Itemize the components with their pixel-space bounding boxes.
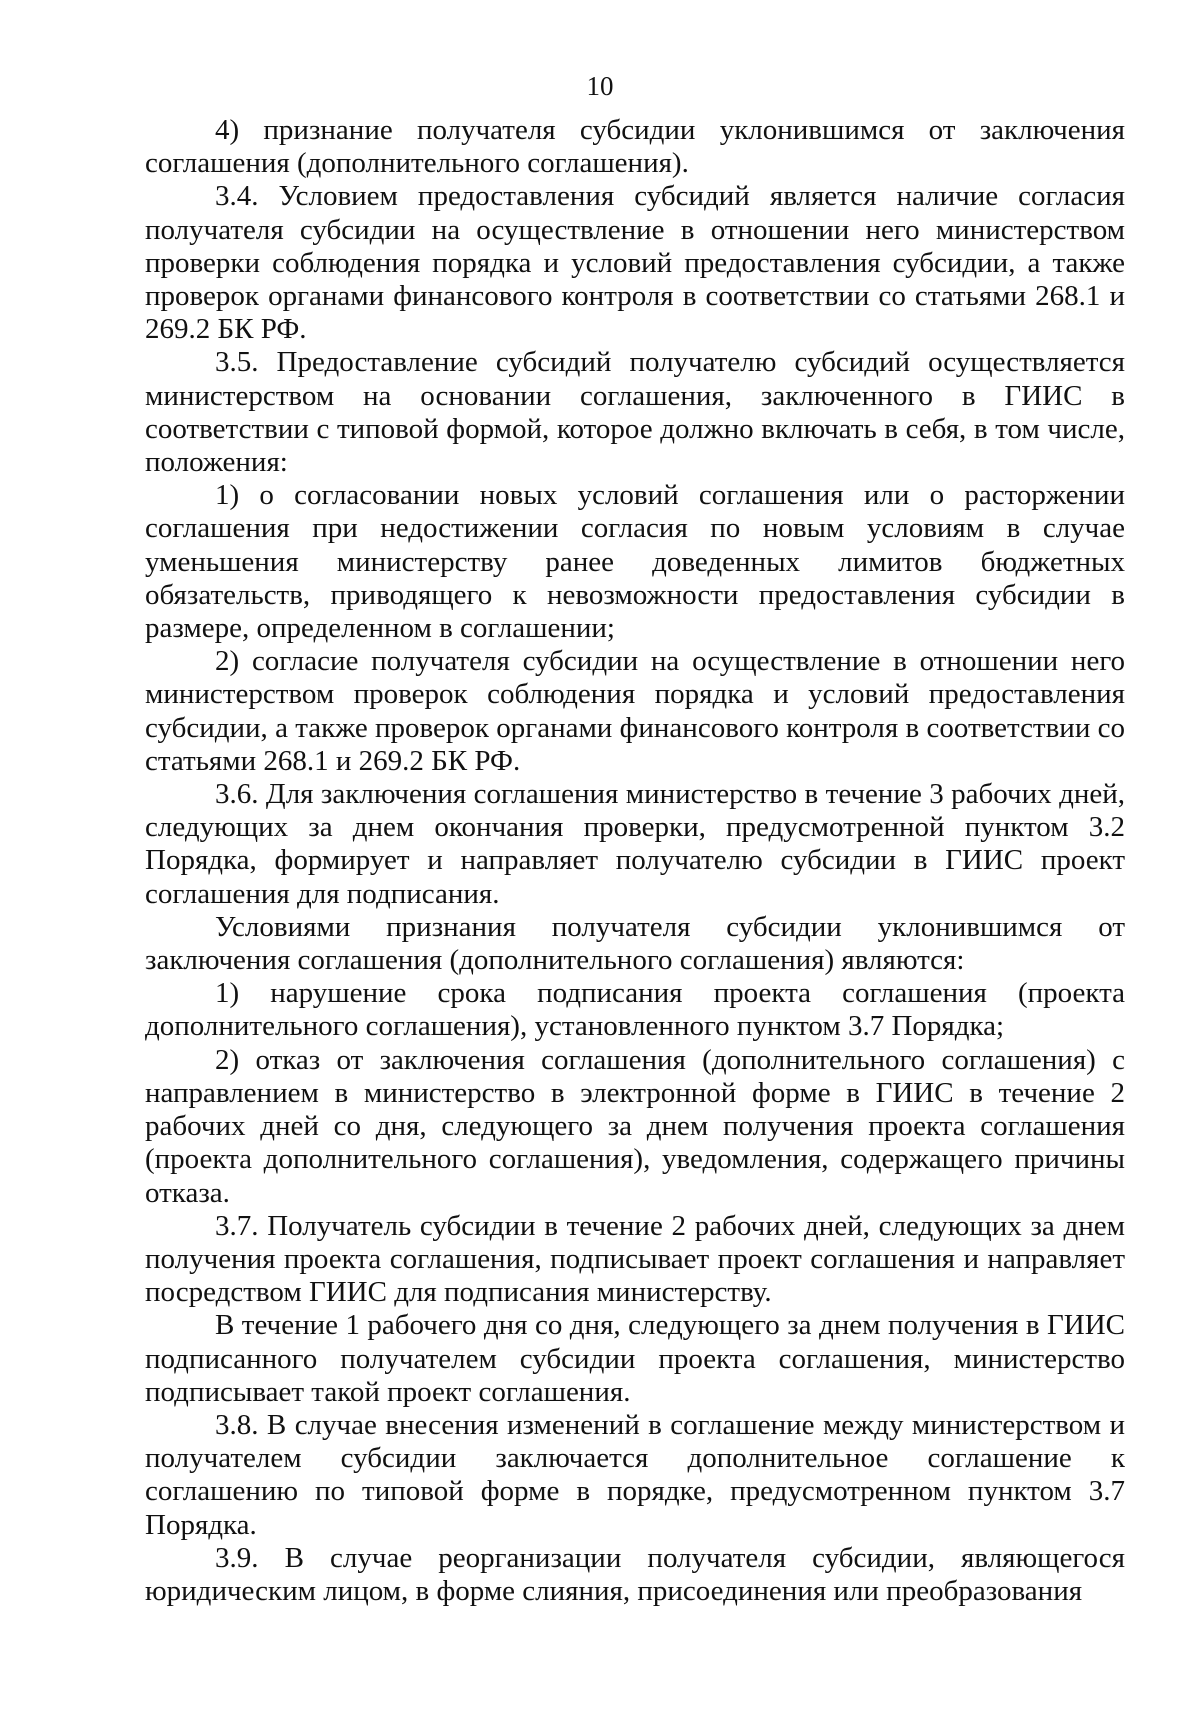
paragraph-3-7: 3.7. Получатель субсидии в течение 2 рабочих дней, следующих за днем получения проекта соглашения, подписывает проект соглашения и направляет посредством ГИИС для подписания министерству. <box>145 1209 1125 1309</box>
paragraph-3-8: 3.8. В случае внесения изменений в соглашение между министерством и получателем субсидии заключается дополнительное соглашение к соглашению по типовой форме в порядке, предусмотренном пунктом 3.7 Порядка. <box>145 1408 1125 1541</box>
paragraph-3-5: 3.5. Предоставление субсидий получателю субсидий осуществляется министерством на основании соглашения, заключенного в ГИИС в соответствии с типовой формой, которое должно включать в себя, в том числе, положения: <box>145 346 1125 479</box>
document-body <box>145 114 1125 1608</box>
paragraph-3-7-signing: В течение 1 рабочего дня со дня, следующего за днем получения в ГИИС подписанного получателем субсидии проекта соглашения, министерство подписывает такой проект соглашения. <box>145 1309 1125 1408</box>
paragraph-3-5-item-1: 1) о согласовании новых условий соглашения или о расторжении соглашения при недостижении согласия по новым условиям в случае уменьшения министерству ранее доведенных лимитов бюджетных обязательств, приводящего к невозможности предоставления субсидии в размере, определенном в соглашении; <box>145 479 1125 645</box>
paragraph-3-5-item-2: 2) согласие получателя субсидии на осуществление в отношении него министерством проверок соблюдения порядка и условий предоставления субсидии, а также проверок органами финансового контроля в соответствии со статьями 268.1 и 269.2 БК РФ. <box>145 645 1125 777</box>
paragraph-3-4: 3.4. Условием предоставления субсидий является наличие согласия получателя субсидии на осуществление в отношении него министерством проверки соблюдения порядка и условий предоставления субсидии, а также проверок органами финансового контроля в соответствии со статьями 268.1 и 269.2 БК РФ. <box>145 180 1125 346</box>
paragraph-item-4-recognition: 4) признание получателя субсидии уклонившимся от заключения соглашения (дополнительного соглашения). <box>145 114 1125 180</box>
paragraph-evasion-item-1: 1) нарушение срока подписания проекта соглашения (проекта дополнительного соглашения), установленного пунктом 3.7 Порядка; <box>145 977 1125 1043</box>
paragraph-evasion-item-2: 2) отказ от заключения соглашения (дополнительного соглашения) с направлением в министерство в электронной форме в ГИИС в течение 2 рабочих дней со дня, следующего за днем получения проекта соглашения (проекта дополнительного соглашения), уведомления, содержащего причины отказа. <box>145 1043 1125 1209</box>
paragraph-3-9: 3.9. В случае реорганизации получателя субсидии, являющегося юридическим лицом, в форме слияния, присоединения или преобразования <box>145 1541 1125 1607</box>
paragraph-3-6: 3.6. Для заключения соглашения министерство в течение 3 рабочих дней, следующих за днем окончания проверки, предусмотренной пунктом 3.2 Порядка, формирует и направляет получателю субсидии в ГИИС проект соглашения для подписания. <box>145 778 1125 910</box>
page-number: 10 <box>586 71 614 101</box>
paragraph-evasion-conditions: Условиями признания получателя субсидии уклонившимся от заключения соглашения (дополнительного соглашения) являются: <box>145 910 1125 977</box>
